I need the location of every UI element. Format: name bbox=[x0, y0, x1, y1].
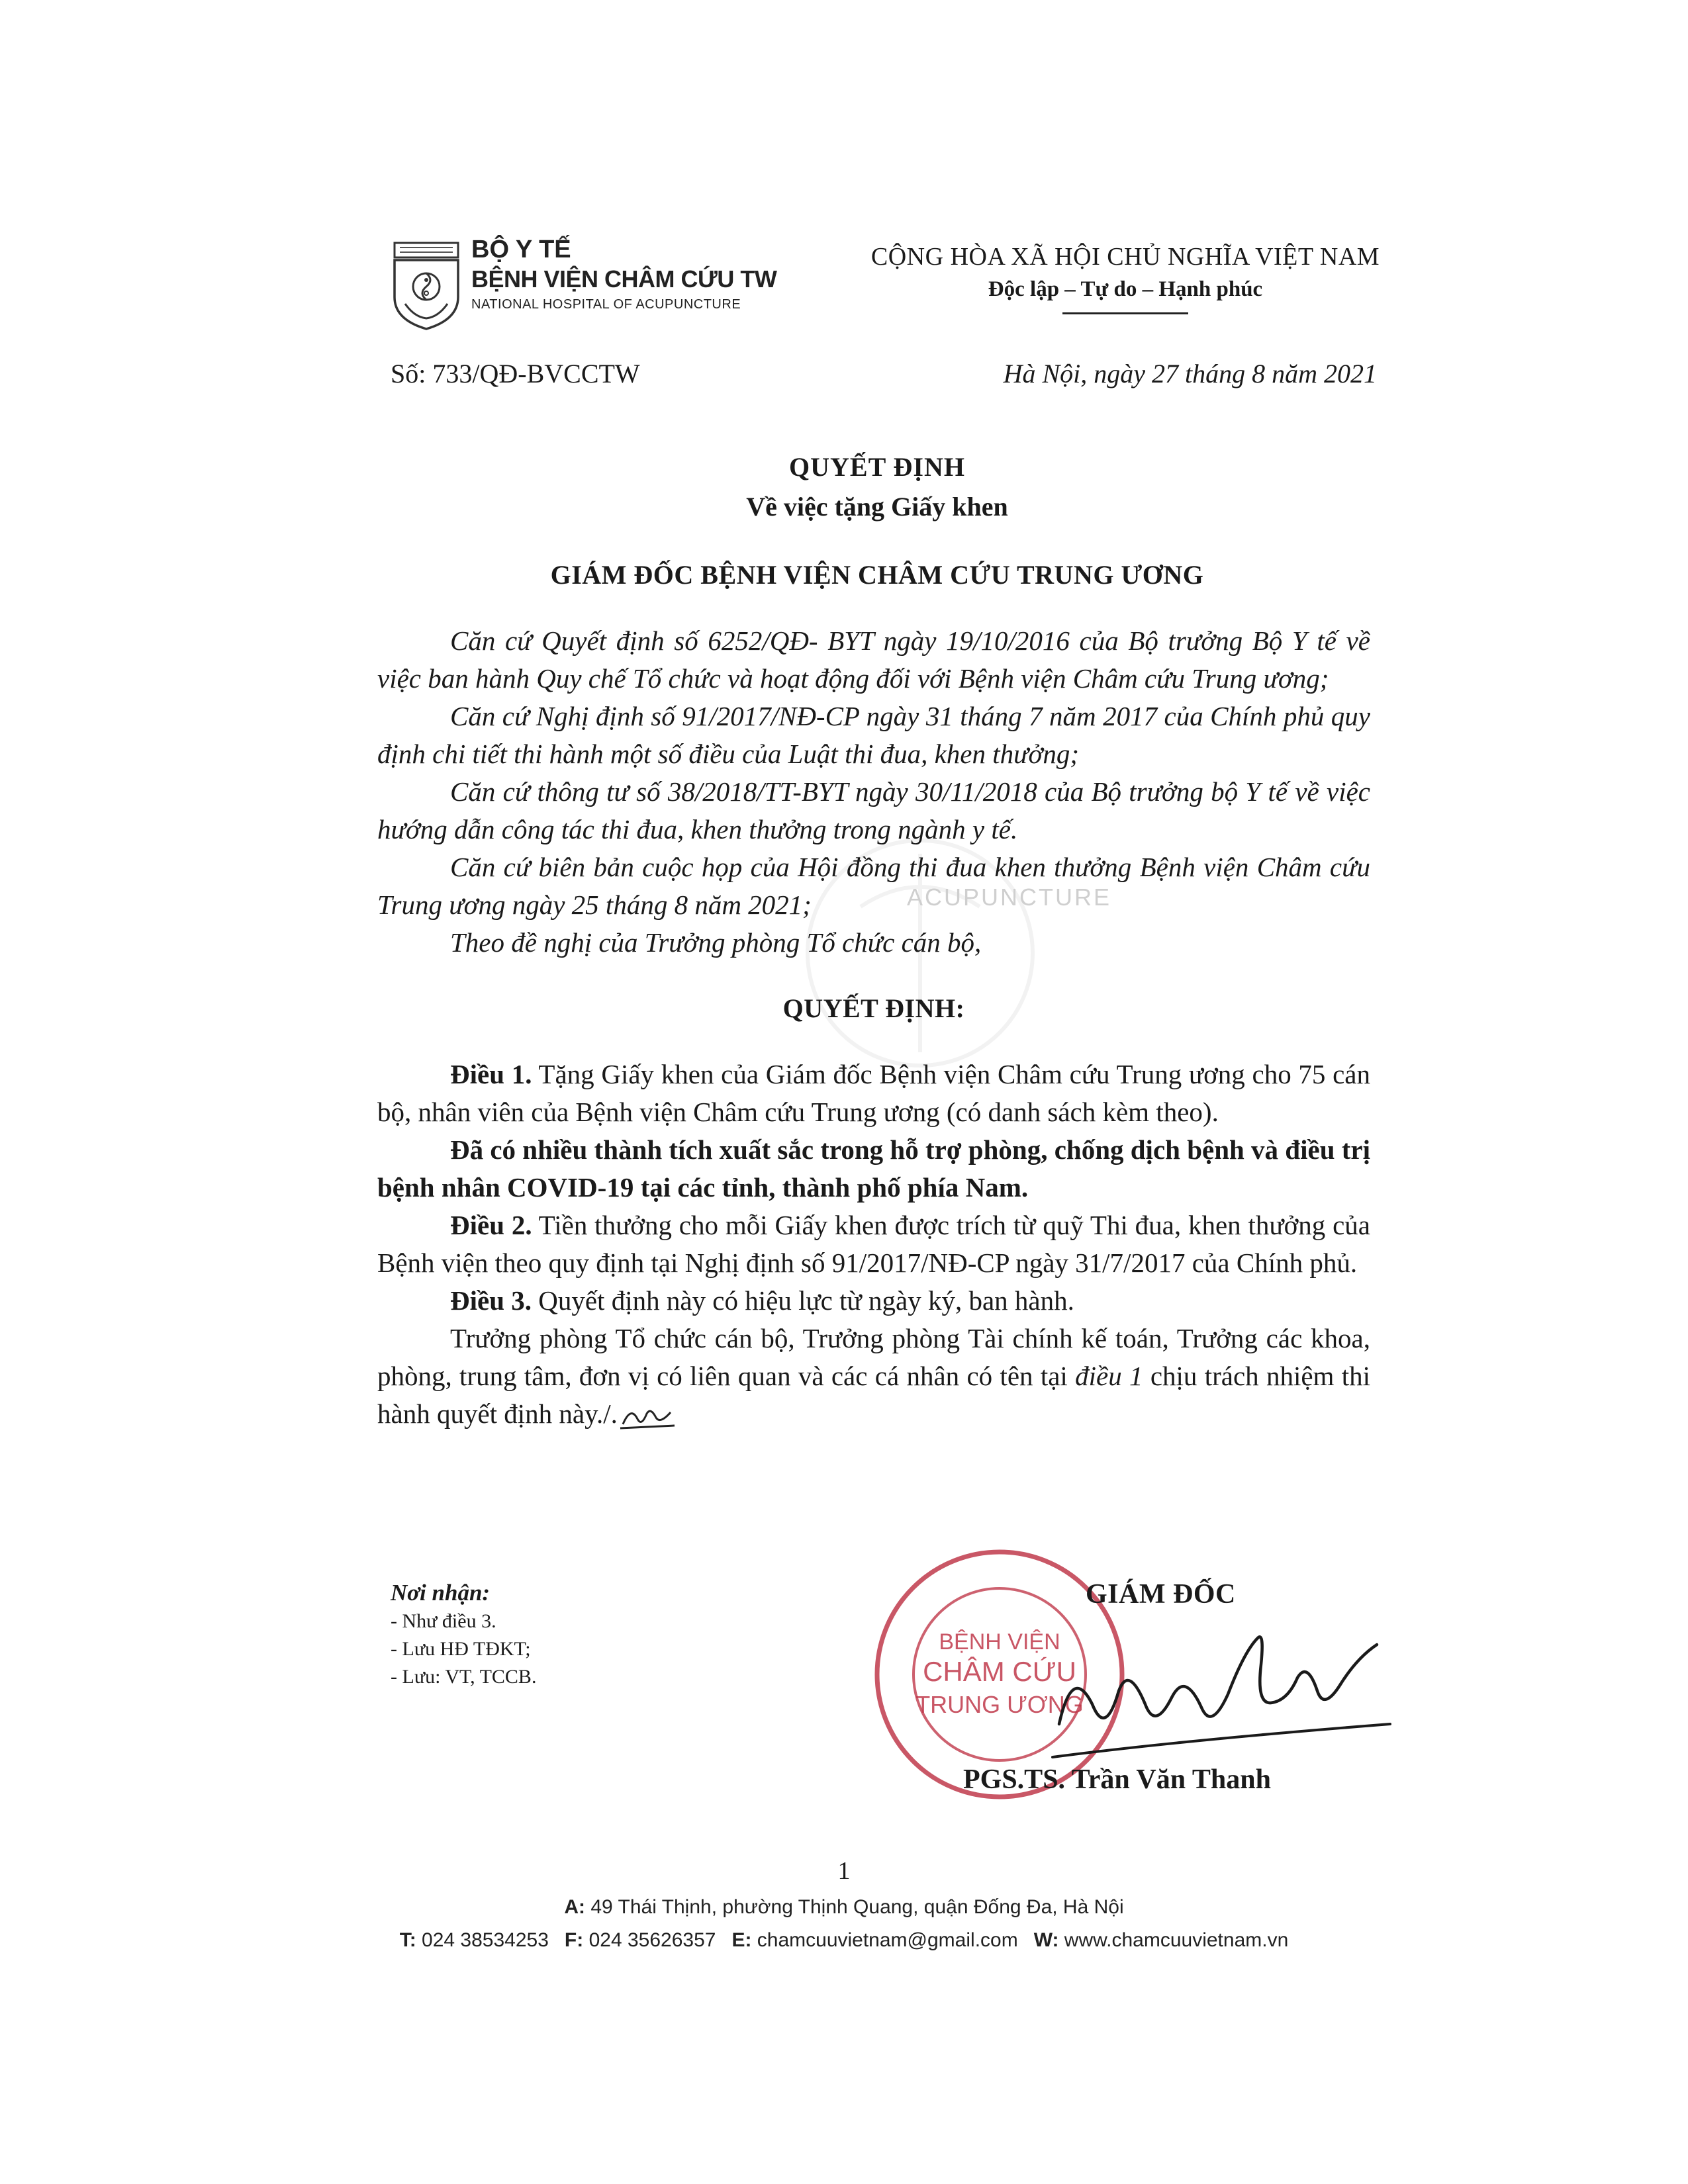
basis-paragraph: Căn cứ biên bản cuộc họp của Hội đồng thi đua khen thưởng Bệnh viện Châm cứu Trung ương ngày 25 tháng 8 năm 2021; bbox=[377, 852, 1370, 920]
fax-label: F: bbox=[564, 1929, 584, 1951]
ministry-name: BỘ Y TẾ bbox=[471, 236, 571, 263]
hospital-english-name: NATIONAL HOSPITAL OF ACUPUNCTURE bbox=[471, 297, 741, 312]
seal-line-2: CHÂM CỨU bbox=[923, 1656, 1076, 1687]
web-value: www.chamcuuvietnam.vn bbox=[1058, 1929, 1289, 1951]
recipients-title: Nơi nhận: bbox=[391, 1580, 491, 1606]
email-label: E: bbox=[731, 1929, 752, 1951]
article-3-text: Quyết định này có hiệu lực từ ngày ký, ban hành. bbox=[532, 1285, 1074, 1316]
article-2-label: Điều 2. bbox=[450, 1210, 532, 1240]
signatory-name: PGS.TS. Trần Văn Thanh bbox=[963, 1764, 1271, 1795]
document-number: Số: 733/QĐ-BVCCTW bbox=[391, 359, 640, 388]
execution-text-part1: Trưởng phòng Tổ chức cán bộ, Trưởng phòng Tài chính kế toán, Trưởng các khoa, phòng, trung tâm, đơn vị có liên quan và các cá nhân có tên tại bbox=[377, 1323, 1370, 1391]
basis-paragraph: Căn cứ Nghị định số 91/2017/NĐ-CP ngày 31 tháng 7 năm 2017 của Chính phủ quy định chi tiết thi hành một số điều của Luật thi đua, khen thưởng; bbox=[377, 701, 1370, 769]
basis-paragraph: Căn cứ Quyết định số 6252/QĐ- BYT ngày 19/10/2016 của Bộ trưởng Bộ Y tế về việc ban hành Quy chế Tổ chức và hoạt động đối với Bệnh viện Châm cứu Trung ương; bbox=[377, 625, 1370, 694]
initial-mark-icon bbox=[618, 1399, 677, 1432]
fax-value: 024 35626357 bbox=[583, 1929, 716, 1951]
hospital-name: BỆNH VIỆN CHÂM CỨU TW bbox=[471, 265, 777, 293]
tel-label: T: bbox=[399, 1929, 416, 1951]
article-3-label: Điều 3. bbox=[450, 1285, 532, 1316]
document-title: QUYẾT ĐỊNH bbox=[789, 452, 965, 482]
article-2-text: Tiền thưởng cho mỗi Giấy khen được trích từ quỹ Thi đua, khen thưởng của Bệnh viện theo quy định tại Nghị định số 91/2017/NĐ-CP ngày 31/7/2017 của Chính phủ. bbox=[377, 1210, 1370, 1278]
hospital-shield-icon bbox=[391, 240, 462, 332]
tel-value: 024 38534253 bbox=[416, 1929, 549, 1951]
execution-text-part2: chịu trách nhiệm thi hành quyết định này./. bbox=[377, 1361, 1371, 1429]
footer-contacts bbox=[0, 1929, 1688, 1952]
article-1-text: Tặng Giấy khen của Giám đốc Bệnh viện Châm cứu Trung ương cho 75 cán bộ, nhân viên của Bệnh viện Châm cứu Trung ương (có danh sách kèm theo). bbox=[377, 1059, 1370, 1127]
national-heading bbox=[861, 240, 1390, 314]
recipients-block bbox=[391, 1578, 536, 1691]
watermark-text: ACUPUNCTURE bbox=[907, 884, 1112, 911]
decision-heading: QUYẾT ĐỊNH: bbox=[782, 993, 965, 1023]
national-motto: Độc lập – Tự do – Hạnh phúc bbox=[988, 277, 1263, 301]
country-name: CỘNG HÒA XÃ HỘI CHỦ NGHĨA VIỆT NAM bbox=[870, 243, 1380, 271]
footer-address bbox=[0, 1896, 1688, 1919]
legal-basis bbox=[377, 622, 1370, 962]
article-3 bbox=[377, 1282, 1370, 1320]
email-value: chamcuuvietnam@gmail.com bbox=[751, 1929, 1018, 1951]
seal-line-1: BỆNH VIỆN bbox=[939, 1629, 1060, 1655]
motto-underline bbox=[1062, 312, 1188, 314]
document-subject: Về việc tặng Giấy khen bbox=[746, 492, 1008, 522]
article-1-label: Điều 1. bbox=[450, 1059, 532, 1089]
execution-clause bbox=[377, 1320, 1370, 1433]
page-number: 1 bbox=[837, 1857, 851, 1885]
address-label: A: bbox=[564, 1896, 586, 1918]
signatory-title: GIÁM ĐỐC bbox=[1086, 1579, 1236, 1610]
article-1 bbox=[377, 1056, 1370, 1131]
issuing-authority: GIÁM ĐỐC BỆNH VIỆN CHÂM CỨU TRUNG ƯƠNG bbox=[550, 560, 1204, 590]
seal-line-3: TRUNG ƯƠNG bbox=[915, 1691, 1084, 1718]
hospital-logo-block bbox=[391, 235, 788, 341]
execution-article-ref: điều 1 bbox=[1075, 1361, 1143, 1391]
address-value: 49 Thái Thịnh, phường Thịnh Quang, quận Đống Đa, Hà Nội bbox=[585, 1896, 1124, 1918]
basis-paragraph: Căn cứ thông tư số 38/2018/TT-BYT ngày 30/11/2018 của Bộ trưởng bộ Y tế về việc hướng dẫn công tác thi đua, khen thưởng trong ngành y tế. bbox=[377, 776, 1370, 844]
recipient-item: - Lưu HĐ TĐKT; bbox=[391, 1638, 531, 1660]
article-1-reason: Đã có nhiều thành tích xuất sắc trong hỗ trợ phòng, chống dịch bệnh và điều trị bệnh nhân COVID-19 tại các tỉnh, thành phố phía Nam. bbox=[377, 1134, 1370, 1203]
recipient-item: - Lưu: VT, TCCB. bbox=[391, 1666, 537, 1688]
handwritten-signature bbox=[1046, 1625, 1417, 1784]
web-label: W: bbox=[1033, 1929, 1059, 1951]
article-2 bbox=[377, 1206, 1370, 1282]
articles bbox=[377, 1056, 1370, 1433]
document-date: Hà Nội, ngày 27 tháng 8 năm 2021 bbox=[1003, 359, 1377, 388]
basis-paragraph: Theo đề nghị của Trưởng phòng Tổ chức cán bộ, bbox=[450, 927, 982, 958]
recipient-item: - Như điều 3. bbox=[391, 1610, 496, 1632]
